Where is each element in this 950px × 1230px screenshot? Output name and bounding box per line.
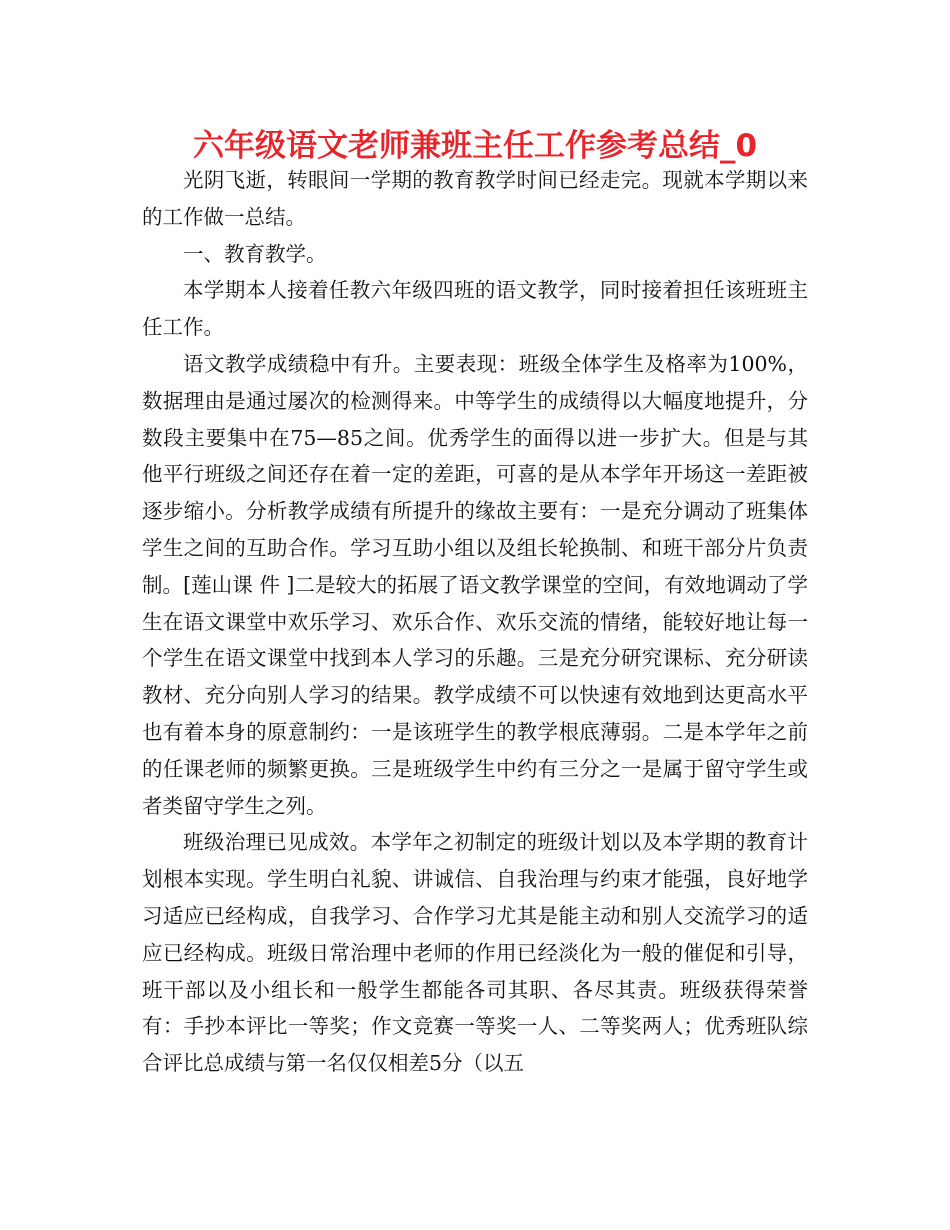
paragraph-intro: 光阴飞逝，转眼间一学期的教育教学时间已经走完。现就本学期以来的工作做一总结。 bbox=[142, 168, 808, 229]
paragraph-assignment: 本学期本人接着任教六年级四班的语文教学，同时接着担任该班班主任工作。 bbox=[142, 278, 808, 340]
document-body bbox=[142, 162, 808, 1082]
paragraph-class-management: 班级治理已见成效。本学年之初制定的班级计划以及本学期的教育计划根本实现。学生明白礼貌、讲诚信、自我治理与约束才能强，良好地学习适应已经构成，自我学习、合作学习尤其是能主动和别人交流学习的适应已经构成。班级日常治理中老师的作用已经淡化为一般的催促和引导，班干部以及小组长和一般学生都能各司其职、各尽其责。班级获得荣誉有：手抄本评比一等奖；作文竞赛一等奖一人、二等奖两人；优秀班队综合评比总成绩与第一名仅仅相差5分（以五 bbox=[142, 830, 808, 1076]
paragraph-chinese-results: 语文教学成绩稳中有升。主要表现：班级全体学生及格率为100%，数据理由是通过屡次的检测得来。中等学生的成绩得以大幅度地提升，分数段主要集中在75—85之间。优秀学生的面得以进一步扩大。但是与其他平行班级之间还存在着一定的差距，可喜的是从本学年开场这一差距被逐步缩小。分析教学成绩有所提升的缘故主要有：一是充分调动了班集体学生之间的互助合作。学习互助小组以及组长轮换制、和班干部分片负责制。[莲山课 件 ]二是较大的拓展了语文教学课堂的空间，有效地调动了学生在语文课堂中欢乐学习、欢乐合作、欢乐交流的情绪，能较好地让每一个学生在语文课堂中找到本人学习的乐趣。三是充分研究课标、充分研读教材、充分向别人学习的结果。教学成绩不可以快速有效地到达更高水平也有着本身的原意制约：一是该班学生的教学根底薄弱。二是本学年之前的任课老师的频繁更换。三是班级学生中约有三分之一是属于留守学生或者类留守学生之列。 bbox=[142, 351, 808, 818]
document-title: 六年级语文老师兼班主任工作参考总结_0 bbox=[192, 128, 758, 164]
section-heading-teaching: 一、教育教学。 bbox=[183, 241, 327, 266]
